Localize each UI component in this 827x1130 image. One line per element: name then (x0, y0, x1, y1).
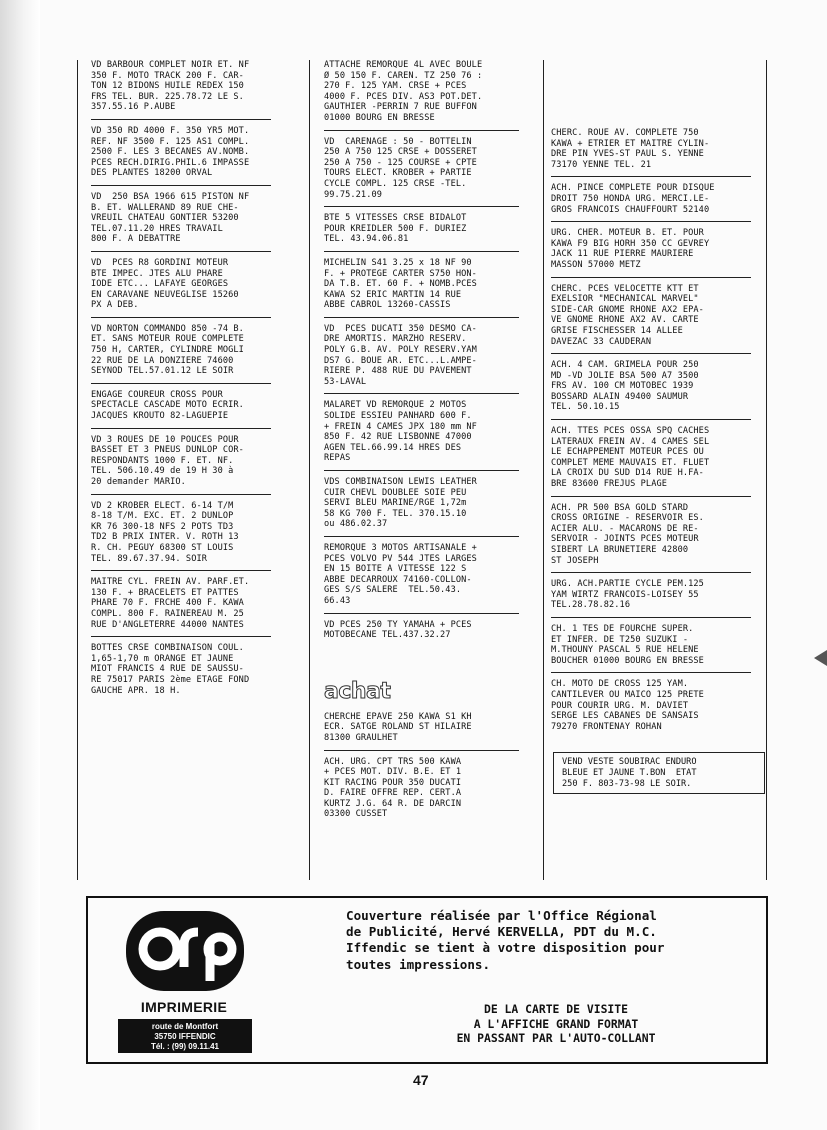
address-line: Tél. : (99) 09.11.41 (150, 1042, 220, 1051)
divider (551, 277, 751, 278)
divider (91, 383, 271, 384)
page-edge-shadow (0, 0, 40, 1130)
divider (324, 470, 519, 471)
classified-ad: MAITRE CYL. FREIN AV. PARF.ET. 130 F. + BRACELETS ET PATTES PHARE 70 F. FRCHE 400 F. KAWA COMPL. 800 F. RAINEREAU M. 25 RUE D'ANGLETERRE 44000 NANTES (91, 577, 250, 630)
classified-ad: VD PCES DUCATI 350 DESMO CA- DRE AMORTIS. MARZHO RESERV. POLY G.B. AV. POLY RESERV.YAM DS7 G. BOUE AR. ETC...L.AMPE- RIERE P. 488 RUE DU PAVEMENT 53-LAVAL (324, 323, 477, 387)
banner-description: Couverture réalisée par l'Office Régional de Publicité, Hervé KERVELLA, PDT du M.C. Iffendic se tient à votre disposition pour toutes impressions. (346, 908, 665, 972)
divider (551, 221, 751, 222)
classified-ad: VD 3 ROUES DE 10 POUCES POUR BASSET ET 3 PNEUS DUNLOP COR- RESPONDANTS 1000 F. ET. NF. TEL. 506.10.49 de 19 H 30 à 20 demander MARIO. (91, 434, 244, 487)
classified-ad: VD NORTON COMMANDO 850 -74 B. ET. SANS MOTEUR ROUE COMPLETE 750 H, CARTER, CYLINDRE MOGLI 22 RUE DE LA DONZIERE 74600 SEYNOD TEL.57.01.12 LE SOIR (91, 323, 244, 377)
divider (551, 419, 751, 420)
classified-ad: URG. ACH.PARTIE CYCLE PEM.125 YAM WIRTZ FRANCOIS-LOISEY 55 TEL.28.78.82.16 (551, 579, 704, 611)
orp-logo-icon (126, 911, 244, 991)
address-line: 35750 IFFENDIC (154, 1032, 216, 1041)
classified-ad: VD 250 BSA 1966 615 PISTON NF B. ET. WALLERAND 89 RUE CHE- VREUIL CHATEAU GONTIER 53200 TEL.07.11.20 HRES TRAVAIL 800 F. A DEBATTRE (91, 191, 250, 245)
divider (551, 617, 751, 618)
divider (91, 636, 271, 637)
classified-ad: BTE 5 VITESSES CRSE BIDALOT POUR KREIDLER 500 F. DURIEZ TEL. 43.94.06.81 (324, 213, 467, 245)
divider (551, 176, 751, 177)
classified-ad: ACH. PINCE COMPLETE POUR DISQUE DROIT 750 HONDA URG. MERCI.LE- GROS FRANCOIS CHAUFFOURT 52140 (551, 183, 715, 215)
classified-ad: CHERCHE EPAVE 250 KAWA S1 KH ECR. SATGE ROLAND ST HILAIRE 81300 GRAULHET (324, 711, 472, 743)
classified-ad: CHERC. PCES VELOCETTE KTT ET EXELSIOR "MECHANICAL MARVEL" SIDE-CAR GNOME RHONE AX2 EPA- VE GNOME RHONE AX2 AV. CARTE GRISE FISCHESSER 14 ALLEE DAVEZAC 33 CAUDERAN (551, 283, 704, 347)
divider (91, 428, 271, 429)
classified-ad: ACH. 4 CAM. GRIMELA POUR 250 MD -VD JOLIE BSA 500 A7 3500 FRS AV. 100 CM MOTOBEC 1939 BOSSARD ALAIN 49400 SAUMUR TEL. 50.10.15 (551, 360, 699, 413)
printer-company-name: IMPRIMERIE (140, 999, 228, 1015)
divider (551, 672, 751, 673)
classified-ad: ATTACHE REMORQUE 4L AVEC BOULE Ø 50 150 F. CAREN. TZ 250 76 : 270 F. 125 YAM. CRSE + PCES 4000 F. PCES DIV. AS3 POT.DET. GAUTHIER -PERRIN 7 RUE BUFFON 01000 BOURG EN BRESSE (324, 60, 483, 123)
classified-ad: VD PCES 250 TY YAMAHA + PCES MOTOBECANE TEL.437.32.27 (324, 619, 472, 641)
page-number: 47 (413, 1072, 429, 1088)
divider (324, 317, 519, 318)
printer-logo (114, 905, 254, 1053)
divider (91, 494, 271, 495)
classified-ad: ACH. PR 500 BSA GOLD STARD CROSS ORIGINE - RESERVOIR ES. ACIER ALU. - MACARONS DE RE- SERVOIR - JOINTS PCES MOTEUR SIBERT LA BRUNETIERE 42800 ST JOSEPH (551, 502, 704, 566)
classified-ad: URG. CHER. MOTEUR B. ET. POUR KAWA F9 BIG HORH 350 CC GEVREY JACK 11 RUE PIERRE MAURIERE MASSON 57000 METZ (551, 228, 710, 270)
classified-ad: VD 2 KROBER ELECT. 6-14 T/M 8-18 T/M. EXC. ET. 2 DUNLOP KR 76 300-18 NFS 2 POTS TD3 TD2 B PRIX INTER. V. ROTH 13 R. CH. PEGUY 68300 ST LOUIS TEL. 89.67.37.94. SOIR (91, 500, 239, 564)
boxed-classified-ad: VEND VESTE SOUBIRAC ENDURO BLEUE ET JAUNE T.BON ETAT 250 F. 803-73-98 LE SOIR. (553, 752, 765, 794)
classified-ad: MICHELIN S41 3.25 x 18 NF 90 F. + PROTEGE CARTER S750 HON- DA T.B. ET. 60 F. + NOMB.PCES KAWA S2 ERIC MARTIN 14 RUE ABBE CABROL 13260-CASSIS (324, 257, 477, 311)
divider (91, 251, 271, 252)
classified-ad: CHERC. ROUE AV. COMPLETE 750 KAWA + ETRIER ET MAITRE CYLIN- DRE PIN YVES-ST PAUL S. YENNE 73170 YENNE TEL. 21 (551, 128, 710, 170)
banner-slogan: DE LA CARTE DE VISITE A L'AFFICHE GRAND FORMAT EN PASSANT PAR L'AUTO-COLLANT (456, 1002, 656, 1045)
achat-section-heading: achat (324, 678, 391, 704)
classifieds-column-1 (77, 60, 310, 880)
classifieds-column-3 (545, 60, 767, 880)
classified-ad: ENGAGE COUREUR CROSS POUR SPECTACLE CASCADE MOTO ECRIR. JACQUES KROUTO 82-LAGUEPIE (91, 389, 244, 422)
divider (324, 613, 519, 614)
classified-ad: ACH. URG. CPT TRS 500 KAWA + PCES MOT. DIV. B.E. ET 1 KIT RACING POUR 350 DUCATI D. FAIRE OFFRE REP. CERT.A KURTZ J.G. 64 R. DE DARCIN 03300 CUSSET (324, 756, 462, 820)
classified-ad: VD 350 RD 4000 F. 350 YR5 MOT. REF. NF 3500 F. 125 AS1 COMPL. 2500 F. LES 3 BECANES AV.NOMB. PCES RECH.DIRIG.PHIL.6 IMPASSE DES PLANTES 18200 ORVAL (91, 125, 250, 179)
divider (324, 206, 519, 207)
classified-ad: MALARET VD REMORQUE 2 MOTOS SOLIDE ESSIEU PANHARD 600 F. + FREIN 4 CAMES JPX 180 mm NF 850 F. 42 RUE LISBONNE 47000 AGEN TEL.66.99.14 HRES DES REPAS (324, 400, 477, 464)
divider (551, 353, 751, 354)
classified-ad: VDS COMBINAISON LEWIS LEATHER CUIR CHEVL DOUBLEE SOIE PEU SERVI BLEU MARINE/RGE 1,72m 58 KG 700 F. TEL. 370.15.10 ou 486.02.37 (324, 477, 477, 530)
classified-ad: CH. 1 TES DE FOURCHE SUPER. ET INFER. DE T250 SUZUKI - M.THOUNY PASCAL 5 RUE HELENE BOUCHER 01000 BOURG EN BRESSE (551, 623, 704, 666)
printer-advert-banner (86, 896, 768, 1064)
address-line: route de Montfort (151, 1022, 219, 1031)
classified-ad: CH. MOTO DE CROSS 125 YAM. CANTILEVER OU MAICO 125 PRETE POUR COURIR URG. M. DAVIET SERGE LES CABANES DE SANSAIS 79270 FRONTENAY ROHAN (551, 679, 704, 732)
divider (91, 119, 271, 120)
divider (551, 496, 751, 497)
divider (91, 570, 271, 571)
classifieds-column-2 (311, 60, 544, 880)
classified-ad: BOTTES CRSE COMBINAISON COUL. 1,65-1,70 m ORANGE ET JAUNE MIOT FRANCIS 4 RUE DE SAUSSU- RE 75017 PARIS 2ème ETAGE FOND GAUCHE APR. 18 H. (91, 643, 250, 696)
divider (91, 185, 271, 186)
divider (324, 536, 519, 537)
column-spacer (545, 60, 766, 128)
divider (91, 317, 271, 318)
classified-ad: VD BARBOUR COMPLET NOIR ET. NF 350 F. MOTO TRACK 200 F. CAR- TON 12 BIDONS HUILE REDEX 150 FRS TEL. BUR. 225.78.72 LE S. 357.55.16 P.AUBE (91, 60, 250, 113)
classified-ad: REMORQUE 3 MOTOS ARTISANALE + PCES VOLVO PV 544 JTES LARGES EN 15 BOITE A VITESSE 122 S ABBE DECARROUX 74160-COLLON- GES S/S SALERE TEL.50.43. 66.43 (324, 542, 477, 606)
printer-address (118, 1019, 252, 1053)
classified-ad: ACH. TTES PCES OSSA SPQ CACHES LATERAUX FREIN AV. 4 CAMES SEL LE ECHAPPEMENT MOTEUR PCES OU COMPLET MEME MAUVAIS ET. FLUET LA CROIX DU SUD D14 RUE H.FA- BRE 83600 FREJUS PLAGE (551, 426, 710, 490)
divider (324, 130, 519, 131)
divider (324, 251, 519, 252)
classified-ad: VD CARENAGE : 50 - BOTTELIN 250 A 750 125 CRSE + DOSSERET 250 A 750 - 125 COURSE + CPTE TOURS ELECT. KROBER + PARTIE CYCLE COMPL. 125 CRSE -TEL. 99.75.21.09 (324, 136, 477, 200)
divider (551, 572, 751, 573)
divider (324, 750, 519, 751)
divider (324, 393, 519, 394)
classified-ad: VD PCES R8 GORDINI MOTEUR BTE IMPEC. JTES ALU PHARE IODE ETC... LAFAYE GEORGES EN CARAVANE NEUVEGLISE 15260 PX A DEB. (91, 257, 239, 311)
